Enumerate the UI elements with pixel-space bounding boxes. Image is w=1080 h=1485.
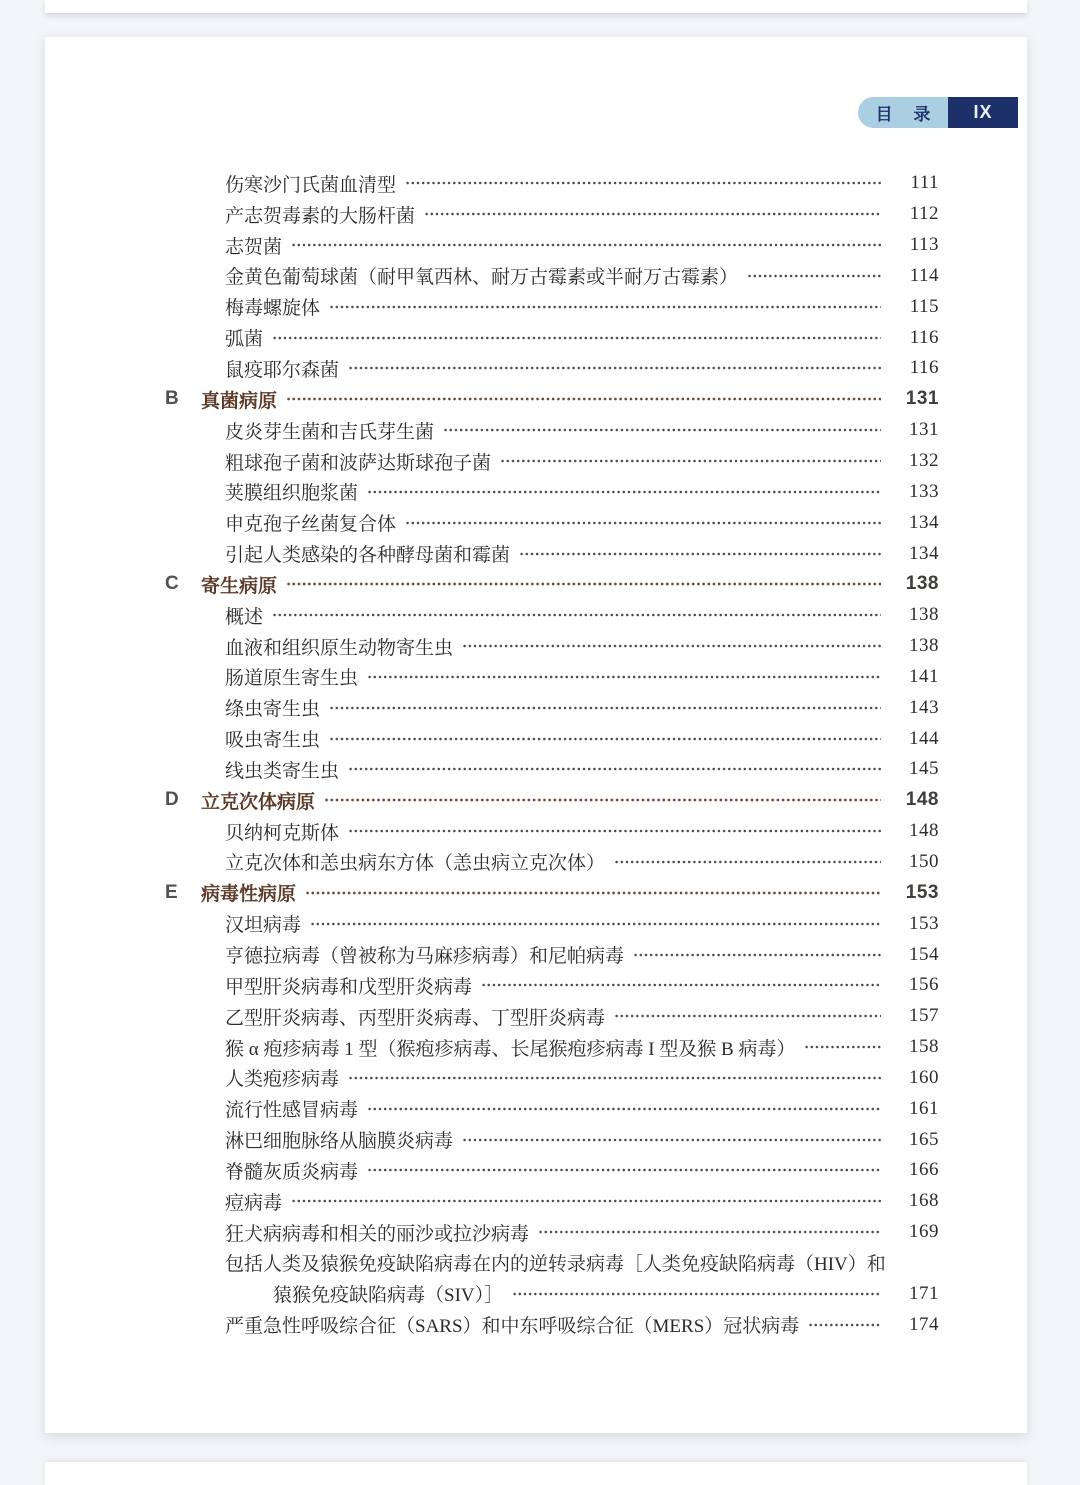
entry-page: 115 xyxy=(909,295,939,317)
toc-entry xyxy=(45,908,1027,939)
toc-entry xyxy=(45,415,1027,446)
dot-leader xyxy=(443,415,881,446)
dot-leader xyxy=(324,785,881,816)
entry-page: 134 xyxy=(909,511,939,533)
dot-leader xyxy=(614,1001,881,1032)
dot-leader xyxy=(348,353,881,384)
dot-leader xyxy=(747,261,881,292)
toc-entry xyxy=(45,322,1027,353)
entry-page: 114 xyxy=(909,264,939,286)
entry-title: 病毒性病原 xyxy=(201,884,297,906)
entry-page: 153 xyxy=(909,912,939,934)
entry-page: 174 xyxy=(909,1313,939,1335)
toc-entry xyxy=(45,1062,1027,1093)
dot-leader xyxy=(348,816,881,847)
toc-entry xyxy=(45,631,1027,662)
entry-title: 引起人类感染的各种酵母菌和霉菌 xyxy=(225,545,511,567)
dot-leader xyxy=(272,322,881,353)
entry-page: 111 xyxy=(910,172,939,194)
entry-page: 153 xyxy=(905,881,939,903)
entry-title: 流行性感冒病毒 xyxy=(225,1100,359,1122)
toc-entry xyxy=(45,939,1027,970)
dot-leader xyxy=(405,507,881,538)
dot-leader xyxy=(286,569,881,600)
toc-list xyxy=(45,168,1027,1340)
dot-leader xyxy=(804,1032,881,1063)
entry-title: 荚膜组织胞浆菌 xyxy=(225,483,359,505)
dot-leader xyxy=(405,168,881,199)
entry-title: 弧菌 xyxy=(225,329,264,351)
entry-page: 131 xyxy=(905,388,939,410)
page-header xyxy=(858,97,1018,128)
toc-section-entry xyxy=(45,877,1027,908)
toc-entry xyxy=(45,1217,1027,1248)
toc-entry xyxy=(45,723,1027,754)
entry-title: 立克次体病原 xyxy=(201,791,316,813)
entry-page: 116 xyxy=(909,326,939,348)
entry-title: 淋巴细胞脉络从脑膜炎病毒 xyxy=(225,1131,454,1153)
entry-page: 116 xyxy=(909,357,939,379)
entry-page: 133 xyxy=(909,480,939,502)
toc-entry xyxy=(45,1186,1027,1217)
entry-title: 肠道原生寄生虫 xyxy=(225,668,359,690)
entry-title: 志贺菌 xyxy=(225,236,283,258)
entry-page: 156 xyxy=(909,974,939,996)
entry-page: 145 xyxy=(909,758,939,780)
dot-leader xyxy=(367,1155,881,1186)
toc-entry xyxy=(45,261,1027,292)
dot-leader xyxy=(614,847,881,878)
toc-entry xyxy=(45,199,1027,230)
entry-title: 概述 xyxy=(225,606,264,628)
toc-entry xyxy=(45,1155,1027,1186)
page-number-roman: IX xyxy=(973,102,993,122)
dot-leader xyxy=(310,908,881,939)
toc-entry xyxy=(45,1309,1027,1340)
toc-section-entry xyxy=(45,569,1027,600)
entry-page: 138 xyxy=(905,573,939,595)
dot-leader xyxy=(272,600,881,631)
entry-title: 贝纳柯克斯体 xyxy=(225,822,340,844)
entry-page: 166 xyxy=(909,1159,939,1181)
dot-leader xyxy=(519,538,881,569)
entry-title: 甲型肝炎病毒和戊型肝炎病毒 xyxy=(225,976,473,998)
entry-title: 人类疱疹病毒 xyxy=(225,1069,340,1091)
dot-leader xyxy=(291,1186,881,1217)
entry-page: 131 xyxy=(909,419,939,441)
toc-entry xyxy=(45,1001,1027,1032)
entry-title: 狂犬病病毒和相关的丽沙或拉沙病毒 xyxy=(225,1223,530,1245)
toc-entry xyxy=(45,1124,1027,1155)
entry-page: 148 xyxy=(909,820,939,842)
entry-page: 144 xyxy=(909,727,939,749)
dot-leader xyxy=(633,939,881,970)
toc-entry xyxy=(45,816,1027,847)
page-number-badge xyxy=(948,97,1018,128)
entry-title: 寄生病原 xyxy=(201,575,278,597)
entry-title: 梅毒螺旋体 xyxy=(225,298,321,320)
toc-header-badge xyxy=(858,97,948,128)
toc-section-entry xyxy=(45,785,1027,816)
dot-leader xyxy=(808,1309,881,1340)
entry-title: 亨德拉病毒（曾被称为马麻疹病毒）和尼帕病毒 xyxy=(225,946,625,968)
toc-entry xyxy=(45,600,1027,631)
dot-leader xyxy=(348,754,881,785)
dot-leader xyxy=(481,970,881,1001)
dot-leader xyxy=(500,446,881,477)
entry-title: 汉坦病毒 xyxy=(225,915,302,937)
toc-entry xyxy=(45,1278,1027,1309)
toc-entry xyxy=(45,446,1027,477)
entry-page: 134 xyxy=(909,542,939,564)
section-letter: E xyxy=(165,881,178,903)
toc-entry xyxy=(45,538,1027,569)
entry-page: 113 xyxy=(909,234,939,256)
toc-entry xyxy=(45,754,1027,785)
entry-page: 158 xyxy=(909,1036,939,1058)
previous-page-edge xyxy=(45,0,1027,13)
dot-leader xyxy=(462,631,881,662)
entry-title: 血液和组织原生动物寄生虫 xyxy=(225,637,454,659)
section-letter: C xyxy=(165,573,179,595)
entry-title: 金黄色葡萄球菌（耐甲氧西林、耐万古霉素或半耐万古霉素） xyxy=(225,267,739,289)
dot-leader xyxy=(348,1062,881,1093)
dot-leader xyxy=(367,476,881,507)
entry-title: 痘病毒 xyxy=(225,1192,283,1214)
toc-entry xyxy=(45,291,1027,322)
toc-entry xyxy=(45,353,1027,384)
entry-page: 161 xyxy=(909,1097,939,1119)
toc-section-entry xyxy=(45,384,1027,415)
toc-entry xyxy=(45,507,1027,538)
toc-entry xyxy=(45,662,1027,693)
toc-entry xyxy=(45,1248,1027,1279)
entry-title: 脊髓灰质炎病毒 xyxy=(225,1161,359,1183)
entry-page: 154 xyxy=(909,943,939,965)
dot-leader xyxy=(329,692,881,723)
toc-page xyxy=(45,37,1027,1433)
entry-title: 绦虫寄生虫 xyxy=(225,699,321,721)
toc-entry xyxy=(45,476,1027,507)
dot-leader xyxy=(291,230,881,261)
dot-leader xyxy=(305,877,881,908)
dot-leader xyxy=(462,1124,881,1155)
dot-leader xyxy=(512,1278,881,1309)
toc-entry xyxy=(45,970,1027,1001)
toc-entry xyxy=(45,692,1027,723)
entry-page: 132 xyxy=(909,450,939,472)
entry-title: 伤寒沙门氏菌血清型 xyxy=(225,174,397,196)
entry-title: 猿猴免疫缺陷病毒（SIV）］ xyxy=(273,1285,504,1307)
toc-header-label: 目 录 xyxy=(875,105,939,124)
entry-page: 148 xyxy=(905,789,939,811)
entry-page: 150 xyxy=(909,850,939,872)
entry-title: 严重急性呼吸综合征（SARS）和中东呼吸综合征（MERS）冠状病毒 xyxy=(225,1316,800,1338)
toc-entry xyxy=(45,230,1027,261)
entry-page: 138 xyxy=(909,635,939,657)
entry-title: 申克孢子丝菌复合体 xyxy=(225,514,397,536)
entry-page: 168 xyxy=(909,1190,939,1212)
toc-entry xyxy=(45,168,1027,199)
entry-title: 粗球孢子菌和波萨达斯球孢子菌 xyxy=(225,452,492,474)
entry-title: 真菌病原 xyxy=(201,390,278,412)
entry-title: 立克次体和恙虫病东方体（恙虫病立克次体） xyxy=(225,853,606,875)
entry-title: 包括人类及猿猴免疫缺陷病毒在内的逆转录病毒［人类免疫缺陷病毒（HIV）和 xyxy=(225,1254,886,1276)
entry-page: 165 xyxy=(909,1128,939,1150)
entry-page: 169 xyxy=(909,1221,939,1243)
entry-page: 160 xyxy=(909,1066,939,1088)
entry-title: 猴 α 疱疹病毒 1 型（猴疱疹病毒、长尾猴疱疹病毒 I 型及猴 B 病毒） xyxy=(225,1038,796,1060)
entry-title: 线虫类寄生虫 xyxy=(225,760,340,782)
dot-leader xyxy=(424,199,881,230)
entry-page: 157 xyxy=(909,1005,939,1027)
entry-page: 171 xyxy=(909,1282,939,1304)
section-letter: D xyxy=(165,789,179,811)
dot-leader xyxy=(367,1093,881,1124)
dot-leader xyxy=(367,662,881,693)
entry-page: 143 xyxy=(909,696,939,718)
entry-title: 产志贺毒素的大肠杆菌 xyxy=(225,205,416,227)
dot-leader xyxy=(329,291,881,322)
entry-title: 乙型肝炎病毒、丙型肝炎病毒、丁型肝炎病毒 xyxy=(225,1007,606,1029)
dot-leader xyxy=(329,723,881,754)
toc-entry xyxy=(45,847,1027,878)
entry-page: 138 xyxy=(909,604,939,626)
next-page-edge xyxy=(45,1462,1027,1485)
toc-entry xyxy=(45,1093,1027,1124)
entry-page: 112 xyxy=(909,203,939,225)
dot-leader xyxy=(286,384,881,415)
toc-entry xyxy=(45,1032,1027,1063)
entry-title: 皮炎芽生菌和吉氏芽生菌 xyxy=(225,421,435,443)
entry-page: 141 xyxy=(909,665,939,687)
dot-leader xyxy=(538,1217,881,1248)
entry-title: 吸虫寄生虫 xyxy=(225,730,321,752)
section-letter: B xyxy=(165,388,179,410)
entry-title: 鼠疫耶尔森菌 xyxy=(225,359,340,381)
